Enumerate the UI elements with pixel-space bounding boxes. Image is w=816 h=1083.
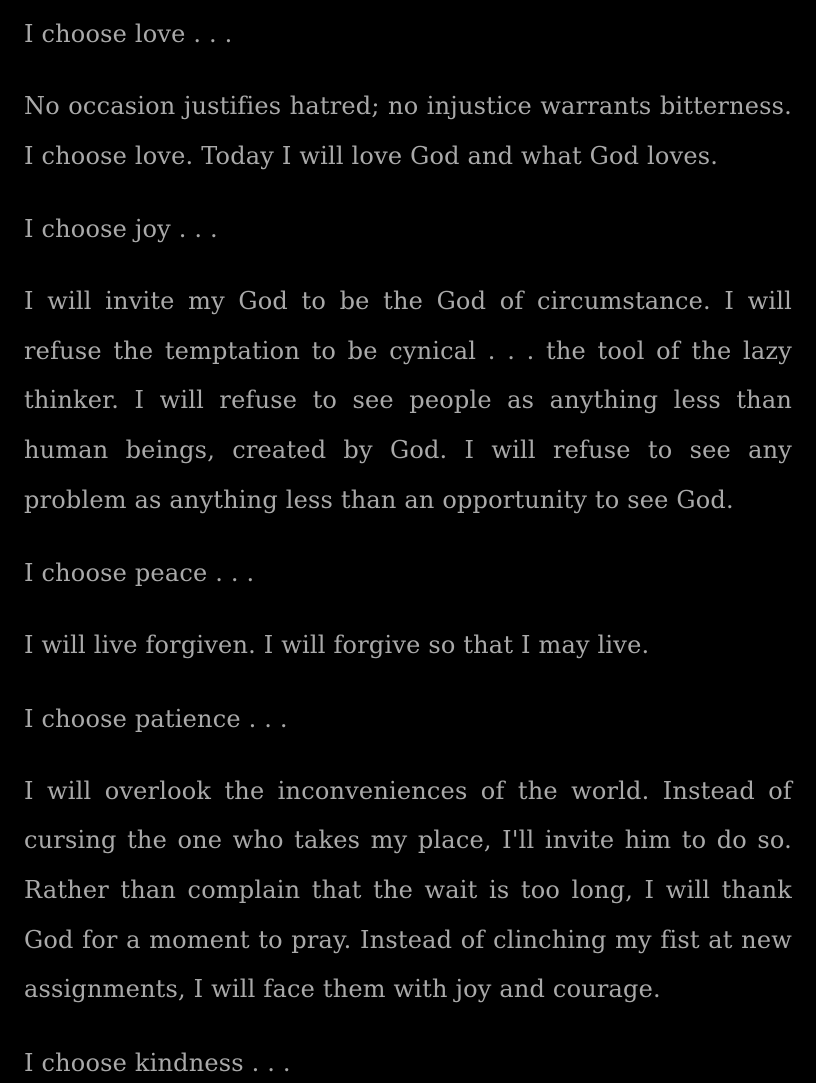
paragraph-joy: I will invite my God to be the God of circumstance. I will refuse the temptation to be cynical . . . the tool of the lazy thinker. I will refuse to see people as anything less than human beings, created by God. I will refuse to see any problem as anything less than an opportunity to see God.	[24, 287, 792, 514]
spacer	[24, 1015, 792, 1043]
spacer	[24, 249, 792, 277]
heading-patience: I choose patience . . .	[24, 704, 288, 733]
spacer	[24, 593, 792, 621]
heading-kindness: I choose kindness . . .	[24, 1048, 291, 1077]
heading-joy: I choose joy . . .	[24, 215, 218, 244]
spacer	[24, 739, 792, 767]
spacer	[24, 525, 792, 553]
spacer	[24, 671, 792, 699]
paragraph-love: No occasion justifies hatred; no injustice warrants bitterness. I choose love. Today I will love God and what God loves.	[24, 92, 792, 170]
paragraph-patience: I will overlook the inconveniences of the world. Instead of cursing the one who takes my place, I'll invite him to do so. Rather than complain that the wait is too long, I will thank God for a moment to pray. Instead of clinching my fist at new assignments, I will face them with joy and courage.	[24, 776, 792, 1004]
spacer	[24, 54, 792, 82]
heading-peace: I choose peace . . .	[24, 559, 255, 588]
heading-love: I choose love . . .	[24, 20, 233, 48]
spacer	[24, 181, 792, 209]
paragraph-peace: I will live forgiven. I will forgive so that I may live.	[24, 631, 650, 660]
